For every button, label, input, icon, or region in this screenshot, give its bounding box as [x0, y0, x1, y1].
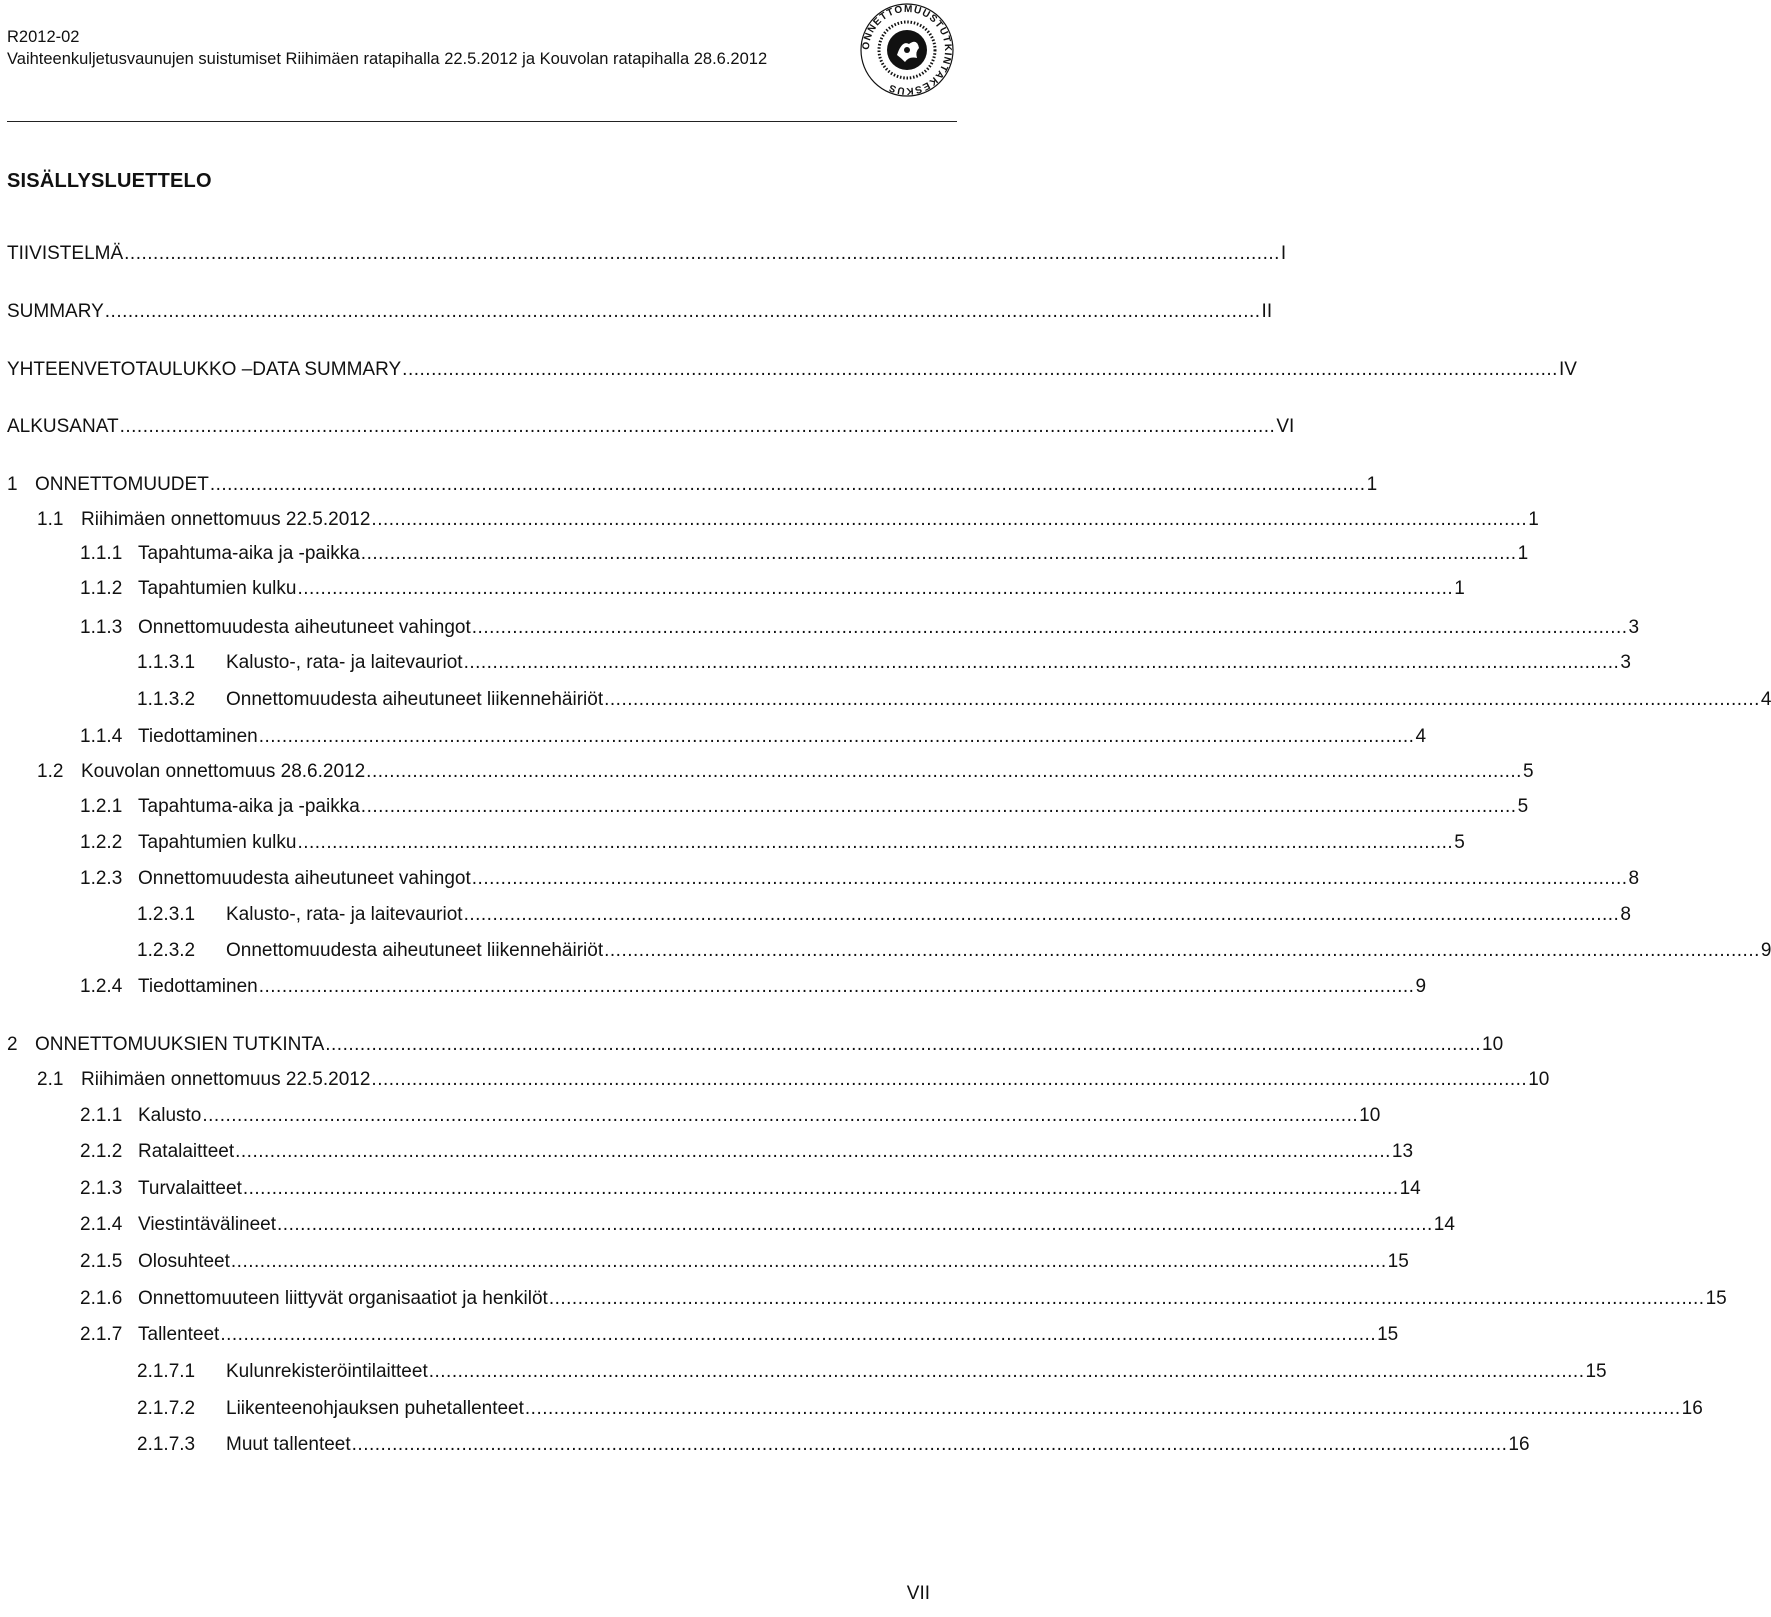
toc-entry[interactable]	[7, 1033, 1504, 1057]
toc-entry-number: 2.1.6	[80, 1288, 123, 1309]
toc-entry-page: 14	[1433, 1214, 1455, 1235]
toc-entry[interactable]	[80, 542, 1529, 566]
toc-entry[interactable]	[7, 358, 1577, 382]
toc-dot-leader: ........................................................................................................................................................................................................	[366, 761, 1522, 782]
toc-entry-number: 1.2.4	[80, 976, 123, 997]
toc-entry[interactable]	[7, 415, 1295, 439]
toc-entry-label: SUMMARY	[7, 301, 104, 322]
toc-dot-leader: ........................................................................................................................................................................................................	[242, 1178, 1399, 1199]
toc-dot-leader: ........................................................................................................................................................................................................	[202, 1105, 1359, 1126]
toc-entry-label: Onnettomuudesta aiheutuneet liikennehäiriöt	[226, 689, 604, 710]
toc-entry[interactable]	[80, 1177, 1421, 1201]
toc-entry-label: Ratalaitteet	[138, 1141, 235, 1162]
toc-dot-leader: ........................................................................................................................................................................................................	[371, 509, 1528, 530]
toc-entry-number: 2.1.1	[80, 1105, 123, 1126]
toc-entry-page: 9	[1760, 940, 1771, 961]
toc-entry-page: 9	[1415, 976, 1427, 997]
toc-dot-leader: ........................................................................................................................................................................................................	[235, 1141, 1391, 1162]
toc-entry-label: Tapahtuma-aika ja -paikka	[138, 796, 360, 817]
toc-entry-label: ONNETTOMUUDET	[35, 474, 209, 495]
toc-dot-leader: ........................................................................................................................................................................................................	[360, 543, 1517, 564]
report-code: R2012-02	[7, 28, 80, 46]
toc-entry-number: 1.1.3.1	[137, 652, 196, 673]
toc-entry[interactable]	[137, 939, 1771, 963]
toc-dot-leader: ........................................................................................................................................................................................................	[402, 359, 1558, 380]
toc-entry-number: 2.1.7.2	[137, 1398, 196, 1419]
toc-entry-label: Kalusto-, rata- ja laitevauriot	[226, 652, 463, 673]
toc-entry[interactable]	[37, 760, 1534, 784]
toc-entry-label: Tiedottaminen	[138, 976, 258, 997]
toc-dot-leader: ........................................................................................................................................................................................................	[104, 301, 1261, 322]
toc-entry[interactable]	[80, 1287, 1727, 1311]
toc-dot-leader: ........................................................................................................................................................................................................	[524, 1398, 1681, 1419]
toc-dot-leader: ........................................................................................................................................................................................................	[428, 1361, 1585, 1382]
toc-entry-label: Tallenteet	[138, 1324, 220, 1345]
toc-entry-page: II	[1261, 301, 1273, 322]
toc-dot-leader: ........................................................................................................................................................................................................	[471, 617, 1628, 638]
toc-entry-page: 8	[1620, 904, 1631, 925]
toc-entry-number: 1.1	[37, 509, 64, 530]
toc-entry[interactable]	[137, 651, 1631, 675]
toc-entry-number: 2.1	[37, 1069, 64, 1090]
toc-entry-page: 1	[1528, 509, 1539, 530]
toc-entry-number: 2.1.3	[80, 1178, 123, 1199]
toc-entry[interactable]	[7, 242, 1287, 266]
toc-dot-leader: ........................................................................................................................................................................................................	[258, 726, 1415, 747]
toc-entry-label: Tiedottaminen	[138, 726, 258, 747]
toc-entry-page: 1	[1454, 578, 1465, 599]
toc-entry-number: 2.1.4	[80, 1214, 123, 1235]
toc-entry[interactable]	[80, 1323, 1399, 1347]
toc-entry-label: Riihimäen onnettomuus 22.5.2012	[81, 1069, 371, 1090]
toc-entry-page: IV	[1558, 359, 1577, 380]
toc-entry-page: 10	[1482, 1034, 1504, 1055]
toc-entry-page: 8	[1628, 868, 1640, 889]
toc-entry-label: Tapahtumien kulku	[138, 832, 297, 853]
toc-entry-page: 3	[1620, 652, 1631, 673]
toc-entry[interactable]	[80, 975, 1427, 999]
toc-entry-page: 16	[1681, 1398, 1703, 1419]
toc-entry-number: 2	[7, 1034, 18, 1055]
toc-entry[interactable]	[80, 831, 1465, 855]
report-subject: Vaihteenkuljetusvaunujen suistumiset Riihimäen ratapihalla 22.5.2012 ja Kouvolan ratapihalla 28.6.2012	[7, 50, 768, 68]
toc-entry[interactable]	[80, 867, 1640, 891]
toc-entry-number: 1	[7, 474, 18, 495]
toc-entry-page: VI	[1276, 416, 1295, 437]
toc-dot-leader: ........................................................................................................................................................................................................	[258, 976, 1415, 997]
toc-entry-label: Onnettomuudesta aiheutuneet vahingot	[138, 868, 471, 889]
toc-entry-page: 4	[1415, 726, 1427, 747]
toc-entry-number: 1.1.3.2	[137, 689, 196, 710]
toc-entry-label: ONNETTOMUUKSIEN TUTKINTA	[35, 1034, 325, 1055]
toc-entry[interactable]	[80, 616, 1640, 640]
toc-entry-page: 1	[1366, 474, 1378, 495]
toc-entry-number: 1.1.3	[80, 617, 123, 638]
toc-dot-leader: ........................................................................................................................................................................................................	[124, 243, 1280, 264]
toc-entry-label: Onnettomuudesta aiheutuneet vahingot	[138, 617, 471, 638]
toc-entry[interactable]	[7, 300, 1273, 324]
toc-entry-page: 15	[1585, 1361, 1607, 1382]
agency-seal-logo	[857, 0, 957, 100]
toc-entry[interactable]	[137, 688, 1771, 712]
toc-entry-page: 15	[1377, 1324, 1399, 1345]
toc-dot-leader: ........................................................................................................................................................................................................	[277, 1214, 1433, 1235]
toc-entry-label: Onnettomuudesta aiheutuneet liikennehäiriöt	[226, 940, 604, 961]
toc-entry-label: Kalusto	[138, 1105, 202, 1126]
toc-entry-page: 13	[1391, 1141, 1414, 1162]
toc-entry-number: 1.2.2	[80, 832, 123, 853]
header-divider	[7, 121, 957, 122]
toc-entry-label: Tapahtumien kulku	[138, 578, 297, 599]
toc-entry-number: 1.2.3.2	[137, 940, 196, 961]
toc-dot-leader: ........................................................................................................................................................................................................	[351, 1434, 1508, 1455]
toc-dot-leader: ........................................................................................................................................................................................................	[209, 474, 1366, 495]
seal-text: ONNETTOMUUSTUTKINTAKESKUS	[860, 3, 954, 97]
toc-entry-label: Tapahtuma-aika ja -paikka	[138, 543, 360, 564]
toc-dot-leader: ........................................................................................................................................................................................................	[297, 578, 1454, 599]
toc-entry-number: 1.1.2	[80, 578, 123, 599]
toc-dot-leader: ........................................................................................................................................................................................................	[371, 1069, 1528, 1090]
toc-entry-label: Viestintävälineet	[138, 1214, 277, 1235]
toc-entry-label: Kouvolan onnettomuus 28.6.2012	[81, 761, 366, 782]
toc-dot-leader: ........................................................................................................................................................................................................	[325, 1034, 1482, 1055]
toc-entry-label: YHTEENVETOTAULUKKO –DATA SUMMARY	[7, 359, 402, 380]
toc-entry[interactable]	[80, 1213, 1455, 1237]
toc-entry-page: 15	[1387, 1251, 1409, 1272]
toc-entry-page: 5	[1517, 796, 1529, 817]
toc-entry-number: 1.2.1	[80, 796, 123, 817]
toc-entry-page: 3	[1628, 617, 1640, 638]
toc-entry[interactable]	[80, 725, 1427, 749]
toc-entry-page: 5	[1522, 761, 1534, 782]
toc-dot-leader: ........................................................................................................................................................................................................	[297, 832, 1454, 853]
toc-dot-leader: ........................................................................................................................................................................................................	[360, 796, 1517, 817]
toc-entry-page: 4	[1760, 689, 1771, 710]
toc-entry-page: I	[1280, 243, 1287, 264]
toc-entry-number: 1.1.1	[80, 543, 123, 564]
toc-entry-number: 1.2	[37, 761, 64, 782]
toc-entry-label: ALKUSANAT	[7, 416, 119, 437]
toc-entry-page: 1	[1517, 543, 1529, 564]
page-number: VII	[906, 1583, 930, 1604]
page-header	[7, 26, 845, 70]
toc-entry-page: 10	[1359, 1105, 1381, 1126]
toc-entry-page: 5	[1454, 832, 1465, 853]
toc-dot-leader: ........................................................................................................................................................................................................	[463, 652, 1620, 673]
toc-dot-leader: ........................................................................................................................................................................................................	[604, 689, 1760, 710]
toc-entry-label: TIIVISTELMÄ	[7, 243, 124, 264]
toc-dot-leader: ........................................................................................................................................................................................................	[220, 1324, 1377, 1345]
toc-entry[interactable]	[37, 1068, 1550, 1092]
toc-entry[interactable]	[80, 1140, 1414, 1164]
toc-entry-label: Riihimäen onnettomuus 22.5.2012	[81, 509, 371, 530]
toc-entry-page: 15	[1705, 1288, 1727, 1309]
toc-title: SISÄLLYSLUETTELO	[7, 170, 212, 192]
toc-entry-label: Onnettomuuteen liittyvät organisaatiot ja henkilöt	[138, 1288, 548, 1309]
toc-entry-label: Olosuhteet	[138, 1251, 230, 1272]
toc-dot-leader: ........................................................................................................................................................................................................	[471, 868, 1628, 889]
toc-entry-number: 2.1.7.3	[137, 1434, 196, 1455]
toc-entry[interactable]	[7, 473, 1378, 497]
toc-dot-leader: ........................................................................................................................................................................................................	[463, 904, 1620, 925]
toc-entry-number: 2.1.7	[80, 1324, 123, 1345]
toc-entry[interactable]	[137, 1360, 1607, 1384]
toc-entry[interactable]	[80, 795, 1529, 819]
toc-entry-number: 1.2.3.1	[137, 904, 196, 925]
toc-entry-number: 1.1.4	[80, 726, 123, 747]
toc-entry-label: Muut tallenteet	[226, 1434, 351, 1455]
toc-dot-leader: ........................................................................................................................................................................................................	[230, 1251, 1387, 1272]
toc-entry-label: Liikenteenohjauksen puhetallenteet	[226, 1398, 524, 1419]
toc-entry-label: Turvalaitteet	[138, 1178, 242, 1199]
toc-entry-label: Kulunrekisteröintilaitteet	[226, 1361, 428, 1382]
toc-dot-leader: ........................................................................................................................................................................................................	[548, 1288, 1705, 1309]
toc-entry-page: 14	[1399, 1178, 1421, 1199]
toc-entry[interactable]	[37, 508, 1539, 532]
toc-entry-page: 10	[1528, 1069, 1550, 1090]
toc-dot-leader: ........................................................................................................................................................................................................	[604, 940, 1760, 961]
toc-entry-page: 16	[1508, 1434, 1530, 1455]
toc-entry[interactable]	[80, 1104, 1381, 1128]
toc-entry-number: 2.1.5	[80, 1251, 123, 1272]
toc-entry[interactable]	[137, 903, 1631, 927]
toc-entry-label: Kalusto-, rata- ja laitevauriot	[226, 904, 463, 925]
toc-dot-leader: ........................................................................................................................................................................................................	[119, 416, 1276, 437]
toc-entry[interactable]	[137, 1433, 1530, 1457]
toc-entry-number: 2.1.2	[80, 1141, 123, 1162]
toc-entry[interactable]	[80, 577, 1465, 601]
toc-entry[interactable]	[137, 1397, 1703, 1421]
toc-entry-number: 1.2.3	[80, 868, 123, 889]
toc-entry-number: 2.1.7.1	[137, 1361, 196, 1382]
toc-entry[interactable]	[80, 1250, 1409, 1274]
